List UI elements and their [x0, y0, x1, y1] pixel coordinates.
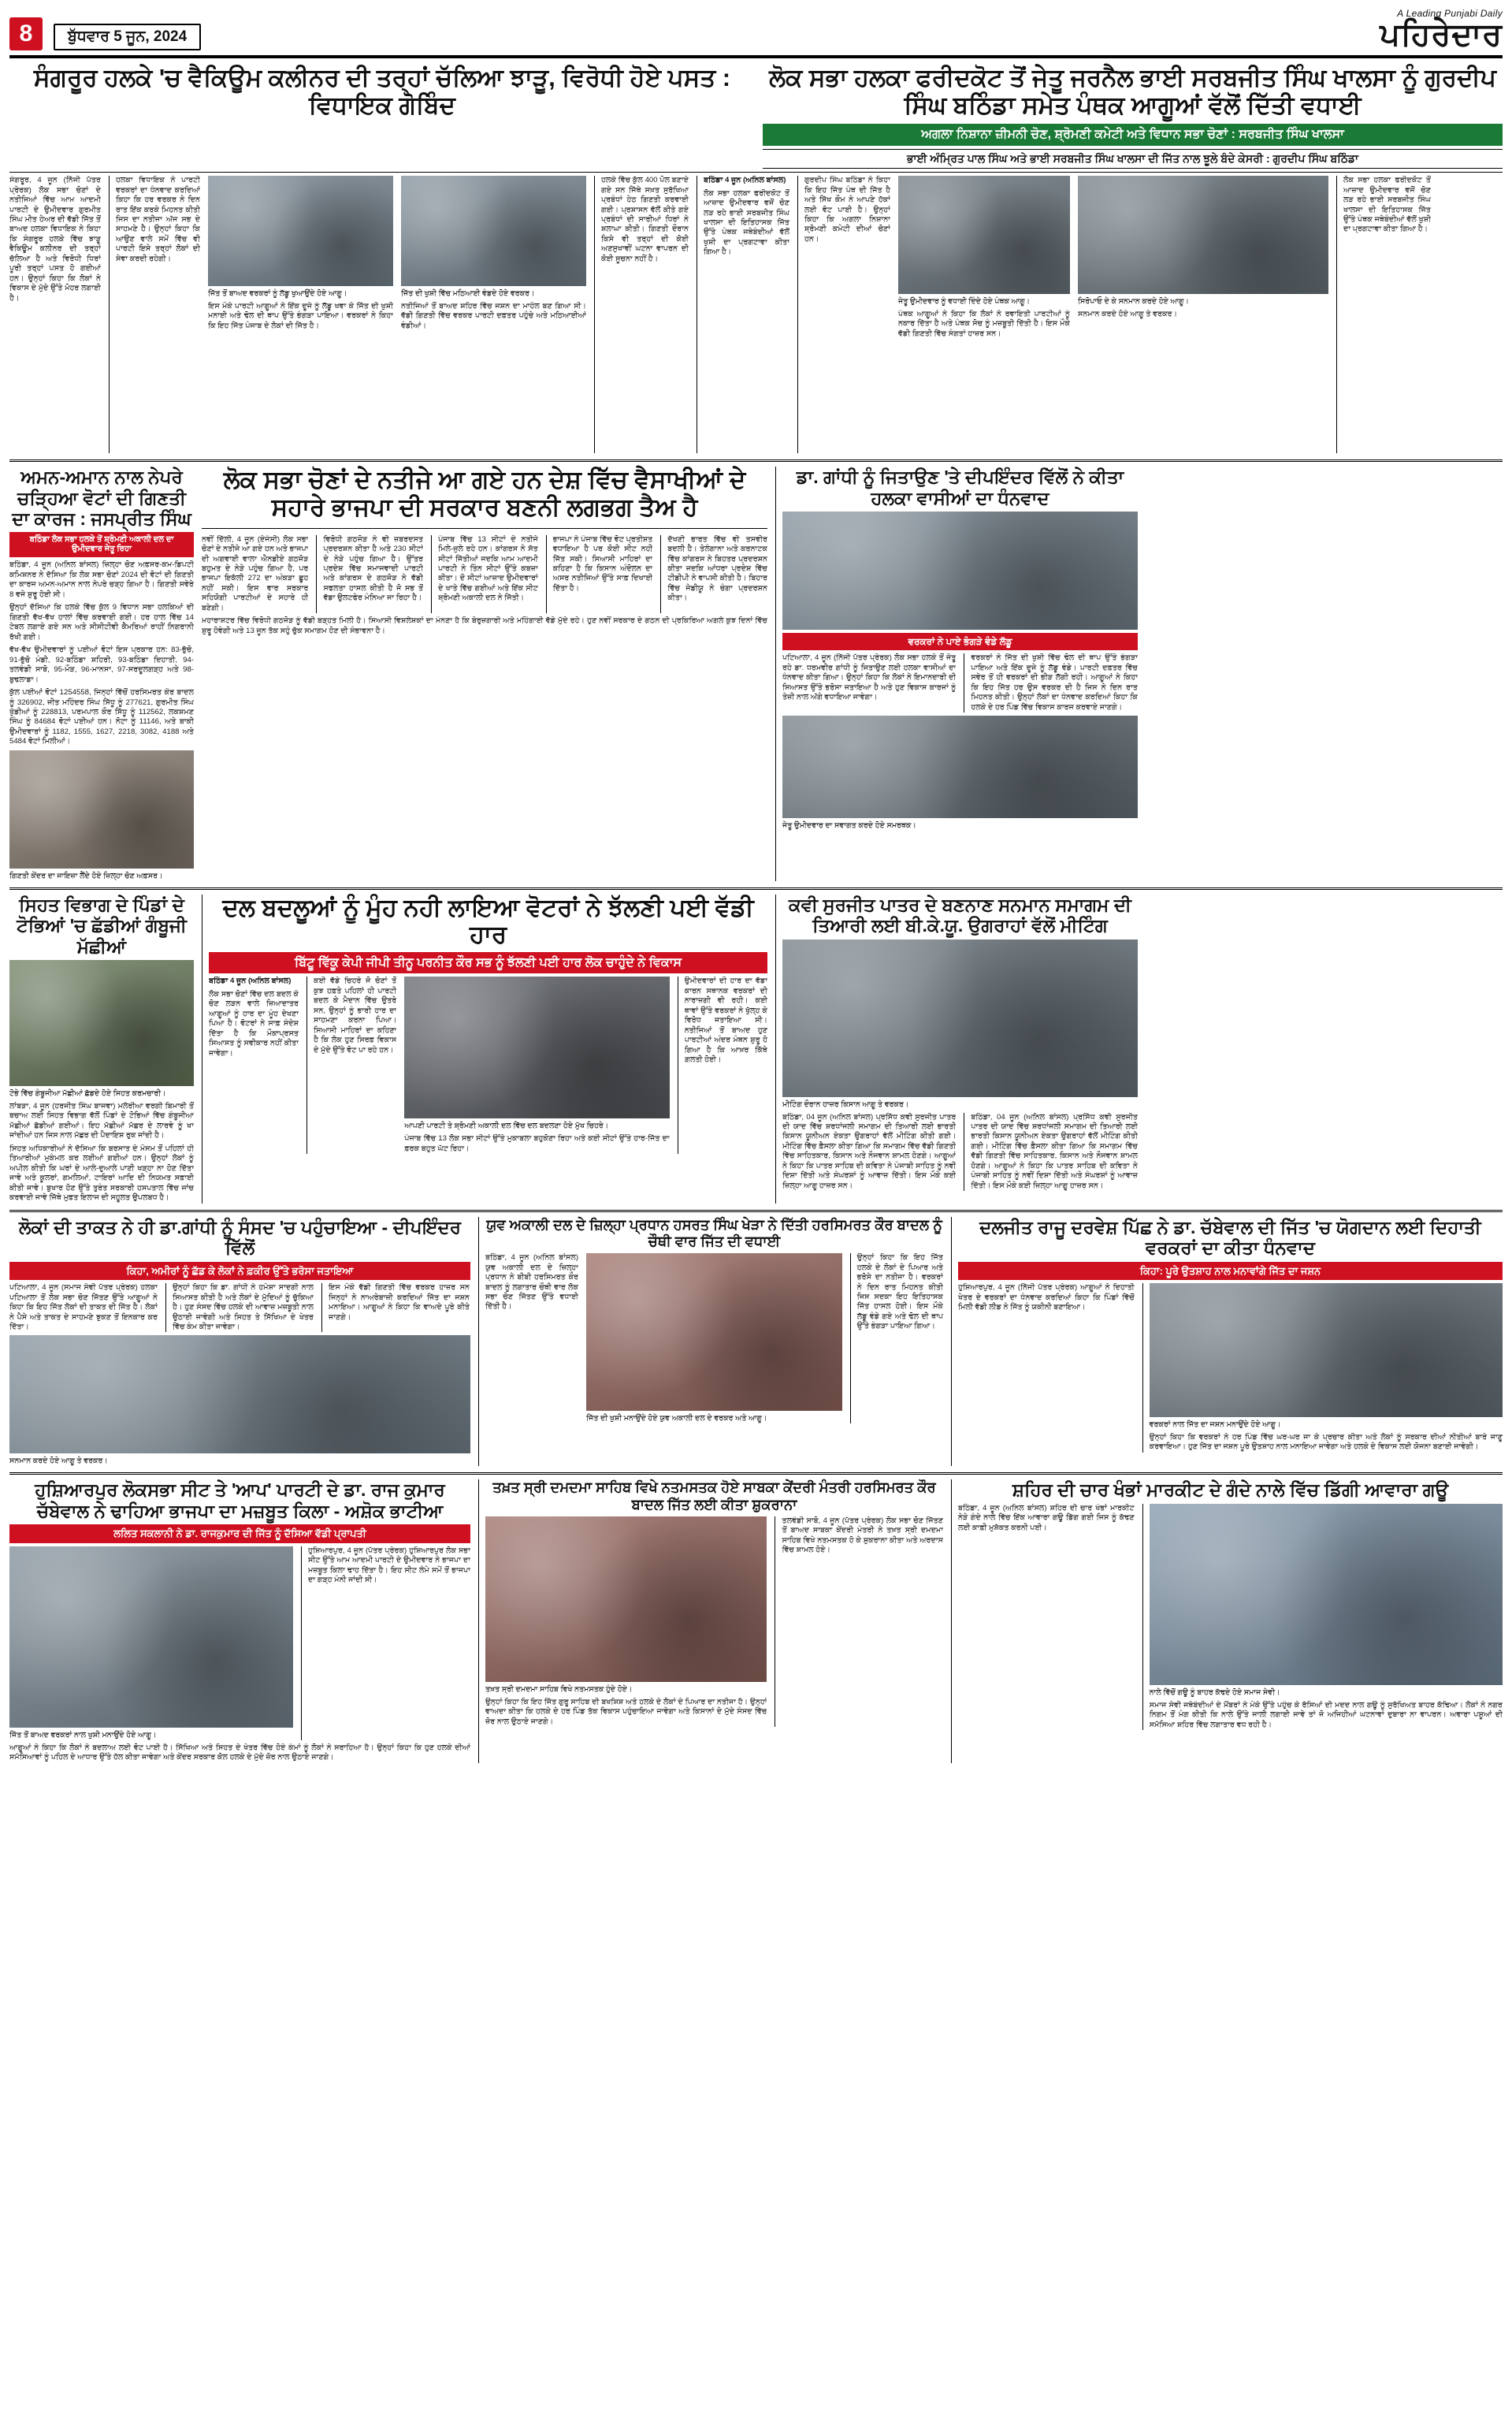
a3-wrap	[9, 467, 194, 881]
block-a	[9, 176, 1503, 453]
a1-cutline-2: ਜਿੱਤ ਦੀ ਖੁਸ਼ੀ ਵਿੱਚ ਮਠਿਆਈ ਵੰਡਦੇ ਹੋਏ ਵਰਕਰ।	[401, 289, 535, 299]
article-12-band: ਲਲਿਤ ਸਕਲਾਨੀ ਨੇ ਡਾ. ਰਾਜਕੁਮਾਰ ਦੀ ਜਿੱਤ ਨੂੰ ਦੱਸਿਆ ਵੱਡੀ ਪ੍ਰਾਪਤੀ	[9, 1524, 470, 1543]
a10-body-2: ਉਨ੍ਹਾਂ ਕਿਹਾ ਕਿ ਇਹ ਜਿੱਤ ਹਲਕੇ ਦੇ ਲੋਕਾਂ ਦੇ ਪਿਆਰ ਅਤੇ ਭਰੋਸੇ ਦਾ ਨਤੀਜਾ ਹੈ। ਵਰਕਰਾਂ ਨੇ ਦਿਨ ਰਾਤ ਮਿਹਨਤ ਕੀਤੀ ਜਿਸ ਸਦਕਾ ਇਹ ਇਤਿਹਾਸਕ ਜਿੱਤ ਹਾਸਲ ਹੋਈ। ਇਸ ਮੌਕੇ ਲੱਡੂ ਵੰਡੇ ਗਏ ਅਤੇ ਢੋਲ ਦੀ ਥਾਪ ਉੱਤੇ ਭੰਗੜਾ ਪਾਇਆ ਗਿਆ।	[850, 1253, 943, 1423]
a11-body-1: ਹੁਸ਼ਿਆਰਪੁਰ, 4 ਜੂਨ (ਨਿੱਜੀ ਪੱਤਰ ਪ੍ਰੇਰਕ) ਆਗੂਆਂ ਨੇ ਦਿਹਾਤੀ ਖੇਤਰ ਦੇ ਵਰਕਰਾਂ ਦਾ ਧੰਨਵਾਦ ਕਰਦਿਆਂ ਕਿਹਾ ਕਿ ਪਿੰਡਾਂ ਵਿੱਚੋਂ ਮਿਲੀ ਵੱਡੀ ਲੀਡ ਨੇ ਜਿੱਤ ਨੂੰ ਯਕੀਨੀ ਬਣਾਇਆ।	[958, 1283, 1135, 1312]
a1-body-4: ਨਤੀਜਿਆਂ ਤੋਂ ਬਾਅਦ ਸ਼ਹਿਰ ਵਿੱਚ ਜਸ਼ਨ ਦਾ ਮਾਹੌਲ ਬਣ ਗਿਆ ਸੀ। ਵੱਡੀ ਗਿਣਤੀ ਵਿੱਚ ਵਰਕਰ ਪਾਰਟੀ ਦਫ਼ਤਰ ਪਹੁੰਚੇ ਅਤੇ ਮਠਿਆਈਆਂ ਵੰਡੀਆਂ।	[401, 302, 586, 330]
a9-cutline: ਸਨਮਾਨ ਕਰਦੇ ਹੋਏ ਆਗੂ ਤੇ ਵਰਕਰ।	[9, 1457, 108, 1466]
a1-cutline-1: ਜਿੱਤ ਤੋਂ ਬਾਅਦ ਵਰਕਰਾਂ ਨੂੰ ਲੱਡੂ ਖੁਆਉਂਦੇ ਹੋਏ ਆਗੂ।	[208, 289, 347, 299]
a5-body-2: ਵਰਕਰਾਂ ਨੇ ਜਿੱਤ ਦੀ ਖੁਸ਼ੀ ਵਿੱਚ ਢੋਲ ਦੀ ਥਾਪ ਉੱਤੇ ਭੰਗੜਾ ਪਾਇਆ ਅਤੇ ਇੱਕ ਦੂਜੇ ਨੂੰ ਲੱਡੂ ਵੰਡੇ। ਪਾਰਟੀ ਦਫ਼ਤਰ ਵਿੱਚ ਸਵੇਰ ਤੋਂ ਹੀ ਵਰਕਰਾਂ ਦੀ ਭੀੜ ਲੱਗੀ ਰਹੀ। ਆਗੂਆਂ ਨੇ ਕਿਹਾ ਕਿ ਇਹ ਜਿੱਤ ਹਰ ਉਸ ਵਰਕਰ ਦੀ ਹੈ ਜਿਸ ਨੇ ਦਿਨ ਰਾਤ ਮਿਹਨਤ ਕੀਤੀ। ਉਨ੍ਹਾਂ ਲੋਕਾਂ ਦਾ ਧੰਨਵਾਦ ਕਰਦਿਆਂ ਕਿਹਾ ਕਿ ਹਲਕੇ ਦੇ ਹਰ ਪਿੰਡ ਵਿੱਚ ਵਿਕਾਸ ਕਾਰਜ ਕਰਵਾਏ ਜਾਣਗੇ।	[964, 653, 1138, 713]
a7-col-4	[678, 977, 767, 1154]
a1-body-5: ਹਲਕੇ ਵਿੱਚ ਕੁੱਲ 400 ਪੋਲ ਬਣਾਏ ਗਏ ਸਨ ਜਿੱਥੇ ਸਖ਼ਤ ਸੁਰੱਖਿਆ ਪ੍ਰਬੰਧਾਂ ਹੇਠ ਗਿਣਤੀ ਕਰਵਾਈ ਗਈ। ਪ੍ਰਸ਼ਾਸਨ ਵੱਲੋਂ ਕੀਤੇ ਗਏ ਪ੍ਰਬੰਧਾਂ ਦੀ ਸਾਰੀਆਂ ਧਿਰਾਂ ਨੇ ਸ਼ਲਾਘਾ ਕੀਤੀ। ਗਿਣਤੀ ਦੌਰਾਨ ਕਿਸੇ ਵੀ ਤਰ੍ਹਾਂ ਦੀ ਕੋਈ ਅਣਸੁਖਾਵੀਂ ਘਟਨਾ ਵਾਪਰਨ ਦੀ ਕੋਈ ਸੂਚਨਾ ਨਹੀਂ ਹੈ।	[601, 176, 689, 263]
a5-wrap	[775, 467, 1138, 881]
a14-body-2: ਸਮਾਜ ਸੇਵੀ ਜਥੇਬੰਦੀਆਂ ਦੇ ਮੈਂਬਰਾਂ ਨੇ ਮੌਕੇ ਉੱਤੇ ਪਹੁੰਚ ਕੇ ਰੱਸਿਆਂ ਦੀ ਮਦਦ ਨਾਲ ਗਊ ਨੂੰ ਸੁਰੱਖਿਅਤ ਬਾਹਰ ਕੱਢਿਆ। ਲੋਕਾਂ ਨੇ ਨਗਰ ਨਿਗਮ ਤੋਂ ਮੰਗ ਕੀਤੀ ਕਿ ਨਾਲੇ ਉੱਤੇ ਜਾਲੀ ਲਗਾਈ ਜਾਵੇ ਤਾਂ ਜੋ ਅਜਿਹੀਆਂ ਘਟਨਾਵਾਂ ਦੁਬਾਰਾ ਨਾ ਵਾਪਰਨ। ਅਵਾਰਾ ਪਸ਼ੂਆਂ ਦੀ ਸਮੱਸਿਆ ਸ਼ਹਿਰ ਵਿੱਚ ਲਗਾਤਾਰ ਵਧ ਰਹੀ ਹੈ।	[1149, 1700, 1503, 1729]
a8-wrap	[775, 895, 1138, 1204]
a6-body-1: ਲਾਂਬੜਾ, 4 ਜੂਨ (ਹਰਜੀਤ ਸਿੰਘ ਬਾਜਵਾ) ਮਲੇਰੀਆ ਵਰਗੀ ਬਿਮਾਰੀ ਤੋਂ ਬਚਾਅ ਲਈ ਸਿਹਤ ਵਿਭਾਗ ਵੱਲੋਂ ਪਿੰਡਾਂ ਦੇ ਟੋਭਿਆਂ ਵਿੱਚ ਗੰਬੂਜੀਆ ਮੱਛੀਆਂ ਛੱਡੀਆਂ ਗਈਆਂ। ਇਹ ਮੱਛੀਆਂ ਮੱਛਰ ਦੇ ਲਾਰਵੇ ਨੂੰ ਖਾ ਜਾਂਦੀਆਂ ਹਨ ਜਿਸ ਨਾਲ ਮੱਛਰ ਦੀ ਪੈਦਾਇਸ਼ ਰੁਕ ਜਾਂਦੀ ਹੈ।	[9, 1101, 194, 1140]
a5-photo-2	[782, 716, 1138, 818]
brand-title: ਪਹਿਰੇਦਾਰ	[1380, 17, 1503, 52]
a1-photo-col	[208, 176, 393, 453]
a5-cutline: ਜੇਤੂ ਉਮੀਦਵਾਰ ਦਾ ਸਵਾਗਤ ਕਰਦੇ ਹੋਏ ਸਮਰਥਕ।	[782, 821, 916, 831]
a2-col-5	[1336, 176, 1431, 453]
a14-cols	[958, 1504, 1503, 1730]
article-14-headline: ਸ਼ਹਿਰ ਦੀ ਚਾਰ ਖੰਭਾਂ ਮਾਰਕੀਟ ਦੇ ਗੰਦੇ ਨਾਲੇ ਵਿੱਚ ਡਿੱਗੀ ਆਵਾਰਾ ਗਊ	[1012, 1479, 1449, 1501]
a5-body-1: ਪਟਿਆਲਾ, 4 ਜੂਨ (ਨਿੱਜੀ ਪੱਤਰ ਪ੍ਰੇਰਕ) ਲੋਕ ਸਭਾ ਹਲਕੇ ਤੋਂ ਜੇਤੂ ਰਹੇ ਡਾ. ਧਰਮਵੀਰ ਗਾਂਧੀ ਨੂੰ ਜਿਤਾਉਣ ਲਈ ਹਲਕਾ ਵਾਸੀਆਂ ਦਾ ਧੰਨਵਾਦ ਕੀਤਾ ਗਿਆ। ਉਨ੍ਹਾਂ ਕਿਹਾ ਕਿ ਲੋਕਾਂ ਨੇ ਇਮਾਨਦਾਰੀ ਦੀ ਸਿਆਸਤ ਉੱਤੇ ਭਰੋਸਾ ਜਤਾਇਆ ਹੈ ਅਤੇ ਹੁਣ ਵਿਕਾਸ ਕਾਰਜਾਂ ਨੂੰ ਤੇਜ਼ੀ ਨਾਲ ਅੱਗੇ ਵਧਾਇਆ ਜਾਵੇਗਾ।	[782, 653, 957, 702]
a3-body-2: ਉਨ੍ਹਾਂ ਦੱਸਿਆ ਕਿ ਹਲਕੇ ਵਿੱਚ ਕੁੱਲ 9 ਵਿਧਾਨ ਸਭਾ ਹਲਕਿਆਂ ਦੀ ਗਿਣਤੀ ਵੱਖ-ਵੱਖ ਹਾਲਾਂ ਵਿੱਚ ਕਰਵਾਈ ਗਈ। ਹਰ ਹਾਲ ਵਿੱਚ 14 ਟੇਬਲ ਲਗਾਏ ਗਏ ਸਨ ਅਤੇ ਸੀਸੀਟੀਵੀ ਕੈਮਰਿਆਂ ਰਾਹੀਂ ਨਿਗਰਾਨੀ ਰੱਖੀ ਗਈ।	[9, 603, 194, 642]
a12-cols	[9, 1546, 470, 1740]
a6-wrap	[9, 895, 194, 1204]
a14-photo-col	[1142, 1504, 1503, 1730]
a12-photo	[9, 1546, 293, 1728]
a3-cutline: ਗਿਣਤੀ ਕੇਂਦਰ ਦਾ ਜਾਇਜ਼ਾ ਲੈਂਦੇ ਹੋਏ ਜ਼ਿਲ੍ਹਾ ਚੋਣ ਅਫ਼ਸਰ।	[9, 871, 163, 880]
article-5-headline: ਡਾ. ਗਾਂਧੀ ਨੂੰ ਜਿਤਾਉਣ 'ਤੇ ਦੀਪਇੰਦਰ ਵਿੱਲੋਂ ਨੇ ਕੀਤਾ ਹਲਕਾ ਵਾਸੀਆਂ ਦਾ ਧੰਨਵਾਦ	[796, 467, 1124, 508]
brand-block	[1380, 8, 1503, 50]
a13-body-2: ਉਨ੍ਹਾਂ ਕਿਹਾ ਕਿ ਇਹ ਜਿੱਤ ਗੁਰੂ ਸਾਹਿਬ ਦੀ ਬਖਸ਼ਿਸ਼ ਅਤੇ ਹਲਕੇ ਦੇ ਲੋਕਾਂ ਦੇ ਪਿਆਰ ਦਾ ਨਤੀਜਾ ਹੈ। ਉਨ੍ਹਾਂ ਵਾਅਦਾ ਕੀਤਾ ਕਿ ਹਲਕੇ ਦੇ ਹਰ ਪਿੰਡ ਤੱਕ ਵਿਕਾਸ ਪਹੁੰਚਾਇਆ ਜਾਵੇਗਾ ਅਤੇ ਕਿਸਾਨਾਂ ਦੇ ਮੁੱਦੇ ਸੰਸਦ ਵਿੱਚ ਜ਼ੋਰ ਨਾਲ ਉਠਾਏ ਜਾਣਗੇ।	[485, 1697, 767, 1726]
a11-photo	[1150, 1283, 1503, 1417]
a9-cols	[9, 1283, 470, 1332]
a11-body-2: ਉਨ੍ਹਾਂ ਕਿਹਾ ਕਿ ਵਰਕਰਾਂ ਨੇ ਹਰ ਪਿੰਡ ਵਿੱਚ ਘਰ-ਘਰ ਜਾ ਕੇ ਪ੍ਰਚਾਰ ਕੀਤਾ ਅਤੇ ਲੋਕਾਂ ਨੂੰ ਸਰਕਾਰ ਦੀਆਂ ਨੀਤੀਆਂ ਬਾਰੇ ਜਾਣੂ ਕਰਵਾਇਆ। ਹੁਣ ਜਿੱਤ ਦਾ ਜਸ਼ਨ ਪੂਰੇ ਉਤਸ਼ਾਹ ਨਾਲ ਮਨਾਇਆ ਜਾਵੇਗਾ ਅਤੇ ਹਲਕੇ ਦੇ ਵਿਕਾਸ ਲਈ ਯੋਜਨਾ ਬਣਾਈ ਜਾਵੇਗੀ।	[1149, 1432, 1503, 1452]
a6-body-2: ਸਿਹਤ ਅਧਿਕਾਰੀਆਂ ਨੇ ਦੱਸਿਆ ਕਿ ਬਰਸਾਤ ਦੇ ਮੌਸਮ ਤੋਂ ਪਹਿਲਾਂ ਹੀ ਤਿਆਰੀਆਂ ਮੁਕੰਮਲ ਕਰ ਲਈਆਂ ਗਈਆਂ ਹਨ। ਉਨ੍ਹਾਂ ਲੋਕਾਂ ਨੂੰ ਅਪੀਲ ਕੀਤੀ ਕਿ ਘਰਾਂ ਦੇ ਆਲੇ-ਦੁਆਲੇ ਪਾਣੀ ਖੜ੍ਹਾ ਨਾ ਹੋਣ ਦਿੱਤਾ ਜਾਵੇ ਅਤੇ ਕੂਲਰਾਂ, ਗਮਲਿਆਂ, ਟਾਇਰਾਂ ਆਦਿ ਦੀ ਨਿਯਮਤ ਸਫ਼ਾਈ ਕੀਤੀ ਜਾਵੇ। ਬੁਖਾਰ ਹੋਣ ਉੱਤੇ ਤੁਰੰਤ ਸਰਕਾਰੀ ਹਸਪਤਾਲ ਵਿੱਚ ਜਾਂਚ ਕਰਵਾਈ ਜਾਵੇ ਜਿੱਥੇ ਮੁਫ਼ਤ ਇਲਾਜ ਦੀ ਸਹੂਲਤ ਉਪਲਬਧ ਹੈ।	[9, 1144, 194, 1203]
a7-body-4: ਪੰਜਾਬ ਵਿੱਚ 13 ਲੋਕ ਸਭਾ ਸੀਟਾਂ ਉੱਤੇ ਮੁਕਾਬਲਾ ਬਹੁਕੋਣਾ ਰਿਹਾ ਅਤੇ ਕਈ ਸੀਟਾਂ ਉੱਤੇ ਹਾਰ-ਜਿੱਤ ਦਾ ਫ਼ਰਕ ਬਹੁਤ ਘੱਟ ਰਿਹਾ।	[404, 1134, 670, 1153]
article-11-headline: ਦਲਜੀਤ ਰਾਜੂ ਦਰਵੇਸ਼ ਪਿੱਛ ਨੇ ਡਾ. ਚੱਬੇਵਾਲ ਦੀ ਜਿੱਤ 'ਚ ਯੋਗਦਾਨ ਲਈ ਦਿਹਾਤੀ ਵਰਕਰਾਂ ਦਾ ਕੀਤਾ ਧੰਨਵਾਦ	[979, 1216, 1481, 1259]
a2-dateline: ਬਠਿੰਡਾ 4 ਜੂਨ (ਅਨਿਲ ਬਾਂਸਲ)	[704, 176, 786, 185]
a1-photo-col-2	[401, 176, 586, 453]
article-4-headline: ਲੋਕ ਸਭਾ ਚੋਣਾਂ ਦੇ ਨਤੀਜੇ ਆ ਗਏ ਹਨ ਦੇਸ਼ ਵਿੱਚ ਵੈਸਾਖੀਆਂ ਦੇ ਸਹਾਰੇ ਭਾਜਪਾ ਦੀ ਸਰਕਾਰ ਬਣਨੀ ਲਗਭਗ ਤੈਅ ਹੈ	[223, 466, 746, 521]
publication-date: ਬੁੱਧਵਾਰ 5 ਜੂਨ, 2024	[54, 24, 201, 50]
article-11-band: ਕਿਹਾ: ਪੂਰੇ ਉਤਸ਼ਾਹ ਨਾਲ ਮਨਾਵਾਂਗੇ ਜਿੱਤ ਦਾ ਜਸ਼ਨ	[958, 1262, 1503, 1281]
a13-cutline: ਤਖ਼ਤ ਸ੍ਰੀ ਦਮਦਮਾ ਸਾਹਿਬ ਵਿਖੇ ਨਤਮਸਤਕ ਹੁੰਦੇ ਹੋਏ।	[485, 1684, 633, 1694]
a13-photo-col	[485, 1516, 767, 1727]
article-8-headline: ਕਵੀ ਸੁਰਜੀਤ ਪਾਤਰ ਦੇ ਬਣਨਾਣ ਸਨਮਾਨ ਸਮਾਗਮ ਦੀ ਤਿਆਰੀ ਲਈ ਬੀ.ਕੇ.ਯੂ. ਉਗਰਾਹਾਂ ਵੱਲੋਂ ਮੀਟਿੰਗ	[789, 894, 1131, 936]
a10-wrap	[478, 1217, 943, 1467]
article-2-subhead: ਭਾਈ ਅੰਮ੍ਰਿਤ ਪਾਲ ਸਿੰਘ ਅਤੇ ਭਾਈ ਸਰਬਜੀਤ ਸਿੰਘ ਖਾਲਸਾ ਦੀ ਜਿੱਤ ਨਾਲ ਝੂਲੇ ਬੰਦੇ ਕੇਸਰੀ : ਗੁਰਦੀਪ ਸਿੰਘ ਬਠਿੰਡਾ	[763, 149, 1503, 169]
a8-cutline: ਮੀਟਿੰਗ ਦੌਰਾਨ ਹਾਜ਼ਰ ਕਿਸਾਨ ਆਗੂ ਤੇ ਵਰਕਰ।	[782, 1099, 909, 1109]
block-e	[9, 1479, 1503, 1762]
a11-wrap	[951, 1217, 1503, 1467]
article-7-band: ਬਿੱਟੂ ਵਿੱਕੂ ਕੇਪੀ ਜੀਪੀ ਤੀਨੂ ਪਰਨੀਤ ਕੌਰ ਸਭ ਨੂੰ ਝੱਲਣੀ ਪਈ ਹਾਰ ਲੋਕ ਚਾਹੁੰਦੇ ਨੇ ਵਿਕਾਸ	[209, 952, 767, 973]
article-2-band: ਅਗਲਾ ਨਿਸ਼ਾਨਾ ਜ਼ੀਮਨੀ ਚੋਣ, ਸ਼੍ਰੋਮਣੀ ਕਮੇਟੀ ਅਤੇ ਵਿਧਾਨ ਸਭਾ ਚੋਣਾਂ : ਸਰਬਜੀਤ ਸਿੰਘ ਖਾਲਸਾ	[763, 124, 1503, 145]
article-1-head-wrap	[9, 65, 755, 169]
block-c	[9, 895, 1503, 1204]
a12-body-1: ਹੁਸ਼ਿਆਰਪੁਰ, 4 ਜੂਨ (ਪੱਤਰ ਪ੍ਰੇਰਕ) ਹੁਸ਼ਿਆਰਪੁਰ ਲੋਕ ਸਭਾ ਸੀਟ ਉੱਤੇ ਆਮ ਆਦਮੀ ਪਾਰਟੀ ਦੇ ਉਮੀਦਵਾਰ ਨੇ ਭਾਜਪਾ ਦਾ ਮਜ਼ਬੂਤ ਕਿਲਾ ਢਾਹ ਦਿੱਤਾ ਹੈ। ਇਹ ਸੀਟ ਲੰਮੇ ਸਮੇਂ ਤੋਂ ਭਾਜਪਾ ਦਾ ਗੜ੍ਹ ਮੰਨੀ ਜਾਂਦੀ ਸੀ।	[301, 1546, 470, 1740]
article-13-headline: ਤਖ਼ਤ ਸ੍ਰੀ ਦਮਦਮਾ ਸਾਹਿਬ ਵਿਖੇ ਨਤਮਸਤਕ ਹੋਏ ਸਾਬਕਾ ਕੇਂਦਰੀ ਮੰਤਰੀ ਹਰਸਿਮਰਤ ਕੌਰ ਬਾਦਲ ਜਿੱਤ ਲਈ ਕੀਤਾ ਸ਼ੁਕਰਾਨਾ	[492, 1479, 936, 1512]
article-3-headline: ਅਮਨ-ਅਮਾਨ ਨਾਲ ਨੇਪਰੇ ਚੜ੍ਹਿਆ ਵੋਟਾਂ ਦੀ ਗਿਣਤੀ ਦਾ ਕਾਰਜ : ਜਸਪ੍ਰੀਤ ਸਿੰਘ	[12, 467, 191, 529]
a12-wrap	[9, 1479, 470, 1762]
article-5-band: ਵਰਕਰਾਂ ਨੇ ਪਾਏ ਭੰਗੜੇ ਵੰਡੇ ਲੱਡੂ	[782, 633, 1138, 650]
a9-body-1: ਪਟਿਆਲਾ, 4 ਜੂਨ (ਸਮਾਜ ਸੇਵੀ ਪੱਤਰ ਪ੍ਰੇਰਕ) ਹਲਕਾ ਪਟਿਆਲਾ ਤੋਂ ਲੋਕ ਸਭਾ ਚੋਣ ਜਿੱਤਣ ਉੱਤੇ ਆਗੂਆਂ ਨੇ ਕਿਹਾ ਕਿ ਇਹ ਜਿੱਤ ਲੋਕਾਂ ਦੀ ਤਾਕਤ ਦੀ ਜਿੱਤ ਹੈ। ਲੋਕਾਂ ਨੇ ਪੈਸੇ ਅਤੇ ਤਾਕਤ ਦੇ ਸਾਹਮਣੇ ਝੁਕਣ ਤੋਂ ਇਨਕਾਰ ਕਰ ਦਿੱਤਾ।	[9, 1283, 158, 1331]
article-1-headline: ਸੰਗਰੂਰ ਹਲਕੇ 'ਚ ਵੈਕਿਊਮ ਕਲੀਨਰ ਦੀ ਤਰ੍ਹਾਂ ਚੱਲਿਆ ਝਾੜੂ, ਵਿਰੋਧੀ ਹੋਏ ਪਸਤ : ਵਿਧਾਇਕ ਗੋਬਿੰਦ	[33, 64, 731, 119]
a6-photo	[9, 960, 194, 1086]
a13-body-1: ਤਲਵੰਡੀ ਸਾਬੋ, 4 ਜੂਨ (ਪੱਤਰ ਪ੍ਰੇਰਕ) ਲੋਕ ਸਭਾ ਚੋਣ ਜਿੱਤਣ ਤੋਂ ਬਾਅਦ ਸਾਬਕਾ ਕੇਂਦਰੀ ਮੰਤਰੀ ਨੇ ਤਖ਼ਤ ਸ੍ਰੀ ਦਮਦਮਾ ਸਾਹਿਬ ਵਿਖੇ ਨਤਮਸਤਕ ਹੋ ਕੇ ਸ਼ੁਕਰਾਨਾ ਕੀਤਾ ਅਤੇ ਅਰਦਾਸ ਵਿੱਚ ਸ਼ਾਮਲ ਹੋਏ।	[775, 1516, 943, 1727]
article-7-headline: ਦਲ ਬਦਲੂਆਂ ਨੂੰ ਮੂੰਹ ਨਹੀ ਲਾਇਆ ਵੋਟਰਾਂ ਨੇ ਝੱਲਣੀ ਪਈ ਵੱਡੀ ਹਾਰ	[222, 893, 754, 949]
a9-wrap	[9, 1217, 470, 1467]
a7-photo-col	[404, 977, 669, 1154]
a8-body-1: ਬਠਿੰਡਾ, 04 ਜੂਨ (ਅਨਿਲ ਬਾਂਸਲ) ਪ੍ਰਸਿੱਧ ਕਵੀ ਸੁਰਜੀਤ ਪਾਤਰ ਦੀ ਯਾਦ ਵਿੱਚ ਸ਼ਰਧਾਂਜਲੀ ਸਮਾਗਮ ਦੀ ਤਿਆਰੀ ਲਈ ਭਾਰਤੀ ਕਿਸਾਨ ਯੂਨੀਅਨ ਏਕਤਾ ਉਗਰਾਹਾਂ ਵੱਲੋਂ ਮੀਟਿੰਗ ਕੀਤੀ ਗਈ। ਮੀਟਿੰਗ ਵਿੱਚ ਫ਼ੈਸਲਾ ਕੀਤਾ ਗਿਆ ਕਿ ਸਮਾਗਮ ਵਿੱਚ ਵੱਡੀ ਗਿਣਤੀ ਵਿੱਚ ਸਾਹਿਤਕਾਰ, ਕਿਸਾਨ ਅਤੇ ਨੌਜਵਾਨ ਸ਼ਾਮਲ ਹੋਣਗੇ। ਆਗੂਆਂ ਨੇ ਕਿਹਾ ਕਿ ਪਾਤਰ ਸਾਹਿਬ ਦੀ ਕਵਿਤਾ ਨੇ ਪੰਜਾਬੀ ਸਾਹਿਤ ਨੂੰ ਨਵੀਂ ਦਿਸ਼ਾ ਦਿੱਤੀ ਅਤੇ ਸੰਘਰਸ਼ਾਂ ਨੂੰ ਆਵਾਜ਼ ਦਿੱਤੀ। ਇਸ ਮੌਕੇ ਕਈ ਜ਼ਿਲ੍ਹਾ ਆਗੂ ਹਾਜ਼ਰ ਸਨ।	[782, 1112, 957, 1190]
a2-body-1: ਲੋਕ ਸਭਾ ਹਲਕਾ ਫਰੀਦਕੋਟ ਤੋਂ ਆਜ਼ਾਦ ਉਮੀਦਵਾਰ ਵਜੋਂ ਚੋਣ ਲੜ ਰਹੇ ਭਾਈ ਸਰਬਜੀਤ ਸਿੰਘ ਖਾਲਸਾ ਦੀ ਇਤਿਹਾਸਕ ਜਿੱਤ ਉੱਤੇ ਪੰਥਕ ਜਥੇਬੰਦੀਆਂ ਵੱਲੋਂ ਖੁਸ਼ੀ ਦਾ ਪ੍ਰਗਟਾਵਾ ਕੀਤਾ ਗਿਆ ਹੈ।	[704, 188, 789, 257]
a7-body-3: ਉਮੀਦਵਾਰਾਂ ਦੀ ਹਾਰ ਦਾ ਵੱਡਾ ਕਾਰਨ ਸਥਾਨਕ ਵਰਕਰਾਂ ਦੀ ਨਾਰਾਜ਼ਗੀ ਵੀ ਰਹੀ। ਕਈ ਥਾਵਾਂ ਉੱਤੇ ਵਰਕਰਾਂ ਨੇ ਖੁੱਲ੍ਹ ਕੇ ਵਿਰੋਧ ਜਤਾਇਆ ਸੀ। ਨਤੀਜਿਆਂ ਤੋਂ ਬਾਅਦ ਹੁਣ ਪਾਰਟੀਆਂ ਅੰਦਰ ਮੰਥਨ ਸ਼ੁਰੂ ਹੋ ਗਿਆ ਹੈ ਕਿ ਆਖ਼ਰ ਕਿੱਥੇ ਗ਼ਲਤੀ ਹੋਈ।	[684, 977, 767, 1065]
a12-body-2: ਆਗੂਆਂ ਨੇ ਕਿਹਾ ਕਿ ਲੋਕਾਂ ਨੇ ਬਦਲਾਅ ਲਈ ਵੋਟ ਪਾਈ ਹੈ। ਸਿੱਖਿਆ ਅਤੇ ਸਿਹਤ ਦੇ ਖੇਤਰ ਵਿੱਚ ਹੋਏ ਕੰਮਾਂ ਨੂੰ ਲੋਕਾਂ ਨੇ ਸਰਾਹਿਆ ਹੈ। ਉਨ੍ਹਾਂ ਕਿਹਾ ਕਿ ਹੁਣ ਹਲਕੇ ਦੀਆਂ ਸਮੱਸਿਆਵਾਂ ਨੂੰ ਪਹਿਲ ਦੇ ਆਧਾਰ ਉੱਤੇ ਹੱਲ ਕੀਤਾ ਜਾਵੇਗਾ ਅਤੇ ਕੇਂਦਰ ਸਰਕਾਰ ਕੋਲ ਹਲਕੇ ਦੇ ਮੁੱਦੇ ਜ਼ੋਰ ਨਾਲ ਉਠਾਏ ਜਾਣਗੇ।	[9, 1743, 470, 1762]
a11-photo-col	[1142, 1283, 1503, 1453]
a7-cols	[209, 977, 767, 1154]
a5-photo-1	[782, 512, 1138, 630]
a2-body-4: ਸਨਮਾਨ ਕਰਦੇ ਹੋਏ ਆਗੂ ਤੇ ਵਰਕਰ।	[1078, 310, 1178, 318]
a7-col-1	[209, 977, 299, 1154]
article-10-headline: ਯੁਵ ਅਕਾਲੀ ਦਲ ਦੇ ਜ਼ਿਲ੍ਹਾ ਪ੍ਰਧਾਨ ਹਸਰਤ ਸਿੰਘ ਖੇੜਾ ਨੇ ਦਿੱਤੀ ਹਰਸਿਮਰਤ ਕੌਰ ਬਾਦਲ ਨੂੰ ਚੌਥੀ ਵਾਰ ਜਿੱਤ ਦੀ ਵਧਾਈ	[486, 1216, 942, 1249]
article-2-headline: ਲੋਕ ਸਭਾ ਹਲਕਾ ਫਰੀਦਕੋਟ ਤੋਂ ਜੇਤੂ ਜਰਨੈਲ ਭਾਈ ਸਰਬਜੀਤ ਸਿੰਘ ਖਾਲਸਾ ਨੂੰ ਗੁਰਦੀਪ ਸਿੰਘ ਬਠਿੰਡਾ ਸਮੇਤ ਪੰਥਕ ਆਗੂਆਂ ਵੱਲੋਂ ਦਿੱਤੀ ਵਧਾਈ	[769, 64, 1496, 119]
a8-photo	[782, 939, 1138, 1097]
a13-wrap	[478, 1479, 943, 1762]
a12-cutline: ਜਿੱਤ ਤੋਂ ਬਾਅਦ ਵਰਕਰਾਂ ਨਾਲ ਖੁਸ਼ੀ ਮਨਾਉਂਦੇ ਹੋਏ ਆਗੂ।	[9, 1730, 157, 1739]
a1-body-3: ਇਸ ਮੌਕੇ ਪਾਰਟੀ ਆਗੂਆਂ ਨੇ ਇੱਕ ਦੂਜੇ ਨੂੰ ਲੱਡੂ ਖਵਾ ਕੇ ਜਿੱਤ ਦੀ ਖੁਸ਼ੀ ਮਨਾਈ ਅਤੇ ਢੋਲ ਦੀ ਥਾਪ ਉੱਤੇ ਭੰਗੜਾ ਪਾਇਆ। ਵਰਕਰਾਂ ਨੇ ਕਿਹਾ ਕਿ ਇਹ ਜਿੱਤ ਪੰਜਾਬ ਦੇ ਲੋਕਾਂ ਦੀ ਜਿੱਤ ਹੈ।	[208, 302, 393, 330]
block-b	[9, 467, 1503, 881]
block-d	[9, 1217, 1503, 1467]
masthead	[9, 8, 1503, 58]
a8-body-2: ਬਠਿੰਡਾ, 04 ਜੂਨ (ਅਨਿਲ ਬਾਂਸਲ) ਪ੍ਰਸਿੱਧ ਕਵੀ ਸੁਰਜੀਤ ਪਾਤਰ ਦੀ ਯਾਦ ਵਿੱਚ ਸ਼ਰਧਾਂਜਲੀ ਸਮਾਗਮ ਦੀ ਤਿਆਰੀ ਲਈ ਭਾਰਤੀ ਕਿਸਾਨ ਯੂਨੀਅਨ ਏਕਤਾ ਉਗਰਾਹਾਂ ਵੱਲੋਂ ਮੀਟਿੰਗ ਕੀਤੀ ਗਈ। ਮੀਟਿੰਗ ਵਿੱਚ ਫ਼ੈਸਲਾ ਕੀਤਾ ਗਿਆ ਕਿ ਸਮਾਗਮ ਵਿੱਚ ਵੱਡੀ ਗਿਣਤੀ ਵਿੱਚ ਸਾਹਿਤਕਾਰ, ਕਿਸਾਨ ਅਤੇ ਨੌਜਵਾਨ ਸ਼ਾਮਲ ਹੋਣਗੇ। ਆਗੂਆਂ ਨੇ ਕਿਹਾ ਕਿ ਪਾਤਰ ਸਾਹਿਬ ਦੀ ਕਵਿਤਾ ਨੇ ਪੰਜਾਬੀ ਸਾਹਿਤ ਨੂੰ ਨਵੀਂ ਦਿਸ਼ਾ ਦਿੱਤੀ ਅਤੇ ਸੰਘਰਸ਼ਾਂ ਨੂੰ ਆਵਾਜ਼ ਦਿੱਤੀ। ਇਸ ਮੌਕੇ ਕਈ ਜ਼ਿਲ੍ਹਾ ਆਗੂ ਹਾਜ਼ਰ ਸਨ।	[964, 1113, 1138, 1192]
a2-cutline-1: ਜੇਤੂ ਉਮੀਦਵਾਰ ਨੂੰ ਵਧਾਈ ਦਿੰਦੇ ਹੋਏ ਪੰਥਕ ਆਗੂ।	[898, 297, 1030, 307]
a5-cols	[782, 653, 1138, 713]
a7-photo	[404, 977, 669, 1118]
a2-body-5: ਲੋਕ ਸਭਾ ਹਲਕਾ ਫਰੀਦਕੋਟ ਤੋਂ ਆਜ਼ਾਦ ਉਮੀਦਵਾਰ ਵਜੋਂ ਚੋਣ ਲੜ ਰਹੇ ਭਾਈ ਸਰਬਜੀਤ ਸਿੰਘ ਖਾਲਸਾ ਦੀ ਇਤਿਹਾਸਕ ਜਿੱਤ ਉੱਤੇ ਪੰਥਕ ਜਥੇਬੰਦੀਆਂ ਵੱਲੋਂ ਖੁਸ਼ੀ ਦਾ ਪ੍ਰਗਟਾਵਾ ਕੀਤਾ ਗਿਆ ਹੈ।	[1343, 176, 1431, 234]
a1-body-1: ਸੰਗਰੂਰ, 4 ਜੂਨ (ਨਿੱਜੀ ਪੱਤਰ ਪ੍ਰੇਰਕ) ਲੋਕ ਸਭਾ ਚੋਣਾਂ ਦੇ ਨਤੀਜਿਆਂ ਵਿੱਚ ਆਮ ਆਦਮੀ ਪਾਰਟੀ ਦੇ ਉਮੀਦਵਾਰ ਗੁਰਮੀਤ ਸਿੰਘ ਮੀਤ ਹੇਅਰ ਦੀ ਵੱਡੀ ਜਿੱਤ ਤੋਂ ਬਾਅਦ ਹਲਕਾ ਵਿਧਾਇਕ ਨੇ ਕਿਹਾ ਕਿ ਸੰਗਰੂਰ ਹਲਕੇ ਵਿੱਚ ਝਾੜੂ ਵੈਕਿਊਮ ਕਲੀਨਰ ਦੀ ਤਰ੍ਹਾਂ ਚੱਲਿਆ ਹੈ ਅਤੇ ਵਿਰੋਧੀ ਧਿਰਾਂ ਪੂਰੀ ਤਰ੍ਹਾਂ ਪਸਤ ਹੋ ਗਈਆਂ ਹਨ। ਉਨ੍ਹਾਂ ਕਿਹਾ ਕਿ ਲੋਕਾਂ ਨੇ ਵਿਕਾਸ ਦੇ ਮੁੱਦੇ ਉੱਤੇ ਮੋਹਰ ਲਗਾਈ ਹੈ।	[9, 176, 101, 303]
a14-wrap	[951, 1479, 1503, 1762]
article-9-band: ਕਿਹਾ, ਅਮੀਰਾਂ ਨੂੰ ਛੱਡ ਕੇ ਲੋਕਾਂ ਨੇ ਫ਼ਕੀਰ ਉੱਤੇ ਭਰੋਸਾ ਜਤਾਇਆ	[9, 1262, 470, 1281]
a14-body-1: ਬਠਿੰਡਾ, 4 ਜੂਨ (ਅਨਿਲ ਬਾਂਸਲ) ਸ਼ਹਿਰ ਦੀ ਚਾਰ ਖੰਭਾਂ ਮਾਰਕੀਟ ਨੇੜੇ ਗੰਦੇ ਨਾਲੇ ਵਿੱਚ ਇੱਕ ਆਵਾਰਾ ਗਊ ਡਿੱਗ ਗਈ ਜਿਸ ਨੂੰ ਕੱਢਣ ਲਈ ਕਾਫ਼ੀ ਮੁਸ਼ੱਕਤ ਕਰਨੀ ਪਈ।	[958, 1503, 1135, 1532]
page-number: 8	[9, 17, 43, 50]
a3-photo	[9, 750, 194, 869]
a1-photo-2	[401, 176, 586, 286]
a1-col-1	[9, 176, 101, 453]
article-12-headline: ਹੁਸ਼ਿਆਰਪੁਰ ਲੋਕਸਭਾ ਸੀਟ ਤੇ 'ਆਪ' ਪਾਰਟੀ ਦੇ ਡਾ. ਰਾਜ ਕੁਮਾਰ ਚੱਬੇਵਾਲ ਨੇ ਢਾਹਿਆ ਭਾਜਪਾ ਦਾ ਮਜ਼ਬੂਤ ਕਿਲਾ - ਅਸ਼ੋਕ ਭਾਟੀਆ	[35, 1479, 445, 1521]
a2-photo-col-2	[1078, 176, 1328, 453]
a4-body-4: ਭਾਜਪਾ ਨੇ ਪੰਜਾਬ ਵਿੱਚ ਵੋਟ ਪ੍ਰਤੀਸ਼ਤ ਵਧਾਇਆ ਹੈ ਪਰ ਕੋਈ ਸੀਟ ਨਹੀਂ ਜਿੱਤ ਸਕੀ। ਸਿਆਸੀ ਮਾਹਿਰਾਂ ਦਾ ਕਹਿਣਾ ਹੈ ਕਿ ਕਿਸਾਨ ਅੰਦੋਲਨ ਦਾ ਅਸਰ ਨਤੀਜਿਆਂ ਉੱਤੇ ਸਾਫ਼ ਦਿਖਾਈ ਦਿੱਤਾ ਹੈ।	[546, 535, 653, 614]
a4-body-2: ਵਿਰੋਧੀ ਗਠਜੋੜ ਨੇ ਵੀ ਜ਼ਬਰਦਸਤ ਪ੍ਰਦਰਸ਼ਨ ਕੀਤਾ ਹੈ ਅਤੇ 230 ਸੀਟਾਂ ਦੇ ਨੇੜੇ ਪਹੁੰਚ ਗਿਆ ਹੈ। ਉੱਤਰ ਪ੍ਰਦੇਸ਼ ਵਿੱਚ ਸਮਾਜਵਾਦੀ ਪਾਰਟੀ ਅਤੇ ਕਾਂਗਰਸ ਦੇ ਗਠਜੋੜ ਨੇ ਵੱਡੀ ਸਫਲਤਾ ਹਾਸਲ ਕੀਤੀ ਹੈ ਜੋ ਸਭ ਤੋਂ ਵੱਡਾ ਉਲਟਫੇਰ ਮੰਨਿਆ ਜਾ ਰਿਹਾ ਹੈ।	[316, 535, 423, 614]
a3-body-1: ਬਠਿੰਡਾ, 4 ਜੂਨ (ਅਨਿਲ ਬਾਂਸਲ) ਜ਼ਿਲ੍ਹਾ ਚੋਣ ਅਫ਼ਸਰ-ਕਮ-ਡਿਪਟੀ ਕਮਿਸ਼ਨਰ ਨੇ ਦੱਸਿਆ ਕਿ ਲੋਕ ਸਭਾ ਚੋਣਾਂ 2024 ਦੀ ਵੋਟਾਂ ਦੀ ਗਿਣਤੀ ਦਾ ਕਾਰਜ ਅਮਨ-ਅਮਾਨ ਨਾਲ ਨੇਪਰੇ ਚੜ੍ਹ ਗਿਆ ਹੈ। ਗਿਣਤੀ ਸਵੇਰੇ 8 ਵਜੇ ਸ਼ੁਰੂ ਹੋਈ ਸੀ।	[9, 560, 194, 599]
a2-cutline-2: ਸਿਰੋਪਾਓ ਦੇ ਕੇ ਸਨਮਾਨ ਕਰਦੇ ਹੋਏ ਆਗੂ।	[1078, 297, 1189, 307]
a2-col-2	[797, 176, 890, 453]
brand-tagline: A Leading Punjabi Daily	[1397, 8, 1503, 19]
a4-body-3: ਪੰਜਾਬ ਵਿੱਚ 13 ਸੀਟਾਂ ਦੇ ਨਤੀਜੇ ਮਿਲੇ-ਜੁਲੇ ਰਹੇ ਹਨ। ਕਾਂਗਰਸ ਨੇ ਸੱਤ ਸੀਟਾਂ ਜਿੱਤੀਆਂ ਜਦਕਿ ਆਮ ਆਦਮੀ ਪਾਰਟੀ ਨੇ ਤਿੰਨ ਸੀਟਾਂ ਉੱਤੇ ਕਬਜ਼ਾ ਕੀਤਾ। ਦੋ ਸੀਟਾਂ ਆਜ਼ਾਦ ਉਮੀਦਵਾਰਾਂ ਦੇ ਖਾਤੇ ਵਿੱਚ ਗਈਆਂ ਅਤੇ ਇੱਕ ਸੀਟ ਸ਼੍ਰੋਮਣੀ ਅਕਾਲੀ ਦਲ ਨੇ ਜਿੱਤੀ।	[431, 535, 538, 614]
a7-col-2	[306, 977, 396, 1154]
article-6-headline: ਸਿਹਤ ਵਿਭਾਗ ਦੇ ਪਿੰਡਾਂ ਦੇ ਟੋਭਿਆਂ 'ਚ ਛੱਡੀਆਂ ਗੰਬੂਜੀ ਮੱਛੀਆਂ	[17, 894, 187, 957]
a3-figures-2: ਕੁੱਲ ਪਈਆਂ ਵੋਟਾਂ 1254558, ਜਿਨ੍ਹਾਂ ਵਿੱਚੋਂ ਹਰਸਿਮਰਤ ਕੌਰ ਬਾਦਲ ਨੂੰ 326902, ਜੀਤ ਮਹਿੰਦਰ ਸਿੰਘ ਸਿੱਧੂ ਨੂੰ 277621, ਗੁਰਮੀਤ ਸਿੰਘ ਖੁੱਡੀਆਂ ਨੂੰ 228813, ਪਰਮਪਾਲ ਕੌਰ ਸਿੱਧੂ ਨੂੰ 112562, ਲਕਸ਼ਮਣ ਸਿੰਘ ਨੂੰ 84684 ਵੋਟਾਂ ਪਈਆਂ ਹਨ। ਨੋਟਾ ਨੂੰ 11146, ਅਤੇ ਬਾਕੀ ਉਮੀਦਵਾਰਾਂ ਨੂੰ 1182, 1555, 1627, 2218, 3082, 4188 ਅਤੇ 5484 ਵੋਟਾਂ ਮਿਲੀਆਂ।	[9, 688, 194, 746]
a9-body-3: ਇਸ ਮੌਕੇ ਵੱਡੀ ਗਿਣਤੀ ਵਿੱਚ ਵਰਕਰ ਹਾਜ਼ਰ ਸਨ ਜਿਨ੍ਹਾਂ ਨੇ ਨਾਅਰੇਬਾਜ਼ੀ ਕਰਦਿਆਂ ਜਿੱਤ ਦਾ ਜਸ਼ਨ ਮਨਾਇਆ। ਆਗੂਆਂ ਨੇ ਕਿਹਾ ਕਿ ਵਾਅਦੇ ਪੂਰੇ ਕੀਤੇ ਜਾਣਗੇ।	[321, 1283, 470, 1332]
a4-body-6: ਮਹਾਰਾਸ਼ਟਰ ਵਿੱਚ ਵਿਰੋਧੀ ਗਠਜੋੜ ਨੂੰ ਵੱਡੀ ਬੜ੍ਹਤ ਮਿਲੀ ਹੈ। ਸਿਆਸੀ ਵਿਸ਼ਲੇਸ਼ਕਾਂ ਦਾ ਮੰਨਣਾ ਹੈ ਕਿ ਬੇਰੁਜ਼ਗਾਰੀ ਅਤੇ ਮਹਿੰਗਾਈ ਵੱਡੇ ਮੁੱਦੇ ਰਹੇ। ਹੁਣ ਨਵੀਂ ਸਰਕਾਰ ਦੇ ਗਠਨ ਦੀ ਪ੍ਰਕਿਰਿਆ ਅਗਲੇ ਕੁਝ ਦਿਨਾਂ ਵਿੱਚ ਸ਼ੁਰੂ ਹੋਵੇਗੀ ਅਤੇ 13 ਜੂਨ ਤੱਕ ਸਹੁੰ ਚੁੱਕ ਸਮਾਗਮ ਹੋਣ ਦੀ ਸੰਭਾਵਨਾ ਹੈ।	[202, 616, 767, 635]
a4-wrap	[202, 467, 767, 881]
a11-cutline: ਵਰਕਰਾਂ ਨਾਲ ਜਿੱਤ ਦਾ ਜਸ਼ਨ ਮਨਾਉਂਦੇ ਹੋਏ ਆਗੂ।	[1149, 1420, 1281, 1430]
article-9-headline: ਲੋਕਾਂ ਦੀ ਤਾਕਤ ਨੇ ਹੀ ਡਾ.ਗਾਂਧੀ ਨੂੰ ਸੰਸਦ 'ਚ ਪਹੁੰਚਾਇਆ - ਦੀਪਇੰਦਰ ਵਿੱਲੋਂ	[18, 1216, 462, 1259]
a4-columns	[202, 535, 767, 614]
a14-photo	[1150, 1504, 1503, 1685]
a3-figures-1: ਵੱਖ-ਵੱਖ ਉਮੀਦਵਾਰਾਂ ਨੂੰ ਪਈਆਂ ਵੋਟਾਂ ਇਸ ਪ੍ਰਕਾਰ ਹਨ: 83-ਭੁੱਚੋ, 91-ਭੁੱਚੋ ਮੰਡੀ, 92-ਬਠਿੰਡਾ ਸ਼ਹਿਰੀ, 93-ਬਠਿੰਡਾ ਦਿਹਾਤੀ, 94-ਤਲਵੰਡੀ ਸਾਬੋ, 95-ਮੌੜ, 96-ਮਾਨਸਾ, 97-ਸਰਦੂਲਗੜ੍ਹ ਅਤੇ 98-ਬੁਢਲਾਡਾ।	[9, 646, 194, 684]
a9-body-2: ਉਨ੍ਹਾਂ ਕਿਹਾ ਕਿ ਡਾ. ਗਾਂਧੀ ਨੇ ਹਮੇਸ਼ਾ ਸਾਦਗੀ ਨਾਲ ਸਿਆਸਤ ਕੀਤੀ ਹੈ ਅਤੇ ਲੋਕਾਂ ਦੇ ਮੁੱਦਿਆਂ ਨੂੰ ਚੁੱਕਿਆ ਹੈ। ਹੁਣ ਸੰਸਦ ਵਿੱਚ ਹਲਕੇ ਦੀ ਆਵਾਜ਼ ਮਜ਼ਬੂਤੀ ਨਾਲ ਉਠਾਈ ਜਾਵੇਗੀ ਅਤੇ ਸਿਹਤ ਤੇ ਸਿੱਖਿਆ ਦੇ ਖੇਤਰ ਵਿੱਚ ਕੰਮ ਕੀਤਾ ਜਾਵੇਗਾ।	[165, 1283, 314, 1332]
a7-cutline: ਆਪਣੀ ਪਾਰਟੀ ਤੇ ਸ਼੍ਰੋਮਣੀ ਅਕਾਲੀ ਦਲ ਵਿੱਚ ਦਲ ਬਦਲਣਾ ਹੋਏ ਮੁੱਖ ਚਿਹਰੇ।	[404, 1122, 609, 1131]
a13-cols	[485, 1516, 943, 1727]
a1-body-2: ਹਲਕਾ ਵਿਧਾਇਕ ਨੇ ਪਾਰਟੀ ਵਰਕਰਾਂ ਦਾ ਧੰਨਵਾਦ ਕਰਦਿਆਂ ਕਿਹਾ ਕਿ ਹਰ ਵਰਕਰ ਨੇ ਦਿਨ ਰਾਤ ਇੱਕ ਕਰਕੇ ਮਿਹਨਤ ਕੀਤੀ ਜਿਸ ਦਾ ਨਤੀਜਾ ਅੱਜ ਸਭ ਦੇ ਸਾਹਮਣੇ ਹੈ। ਉਨ੍ਹਾਂ ਕਿਹਾ ਕਿ ਆਉਣ ਵਾਲੇ ਸਮੇਂ ਵਿੱਚ ਵੀ ਪਾਰਟੀ ਇਸੇ ਤਰ੍ਹਾਂ ਲੋਕਾਂ ਦੀ ਸੇਵਾ ਕਰਦੀ ਰਹੇਗੀ।	[116, 176, 200, 263]
a10-body-1: ਬਠਿੰਡਾ, 4 ਜੂਨ (ਅਨਿਲ ਬਾਂਸਲ) ਯੁਵ ਅਕਾਲੀ ਦਲ ਦੇ ਜ਼ਿਲ੍ਹਾ ਪ੍ਰਧਾਨ ਨੇ ਬੀਬੀ ਹਰਸਿਮਰਤ ਕੌਰ ਬਾਦਲ ਨੂੰ ਲਗਾਤਾਰ ਚੌਥੀ ਵਾਰ ਲੋਕ ਸਭਾ ਚੋਣ ਜਿੱਤਣ ਉੱਤੇ ਵਧਾਈ ਦਿੱਤੀ ਹੈ।	[485, 1253, 579, 1312]
a2-body-3: ਪੰਥਕ ਆਗੂਆਂ ਨੇ ਕਿਹਾ ਕਿ ਲੋਕਾਂ ਨੇ ਰਵਾਇਤੀ ਪਾਰਟੀਆਂ ਨੂੰ ਨਕਾਰ ਦਿੱਤਾ ਹੈ ਅਤੇ ਪੰਥਕ ਸੋਚ ਨੂੰ ਮਜ਼ਬੂਤੀ ਦਿੱਤੀ ਹੈ। ਇਸ ਮੌਕੇ ਵੱਡੀ ਗਿਣਤੀ ਵਿੱਚ ਸੰਗਤਾਂ ਹਾਜ਼ਰ ਸਨ।	[898, 310, 1070, 338]
a12-photo-col	[9, 1546, 293, 1740]
a2-photo-col-1	[898, 176, 1070, 453]
article-3-band: ਬਠਿੰਡਾ ਲੋਕ ਸਭਾ ਹਲਕੇ ਤੋਂ ਸ਼੍ਰੋਮਣੀ ਅਕਾਲੀ ਦਲ ਦਾ ਉਮੀਦਵਾਰ ਜੇਤੂ ਰਿਹਾ	[9, 532, 194, 557]
a10-photo	[586, 1253, 842, 1411]
a1-photo-1	[208, 176, 393, 286]
a2-body-2: ਗੁਰਦੀਪ ਸਿੰਘ ਬਠਿੰਡਾ ਨੇ ਕਿਹਾ ਕਿ ਇਹ ਜਿੱਤ ਪੰਥ ਦੀ ਜਿੱਤ ਹੈ ਅਤੇ ਸਿੱਖ ਕੌਮ ਨੇ ਆਪਣੇ ਹੱਕਾਂ ਲਈ ਵੋਟ ਪਾਈ ਹੈ। ਉਨ੍ਹਾਂ ਕਿਹਾ ਕਿ ਅਗਲਾ ਨਿਸ਼ਾਨਾ ਸ਼੍ਰੋਮਣੀ ਕਮੇਟੀ ਦੀਆਂ ਚੋਣਾਂ ਹਨ।	[804, 176, 890, 244]
a7-body-2: ਕਈ ਵੱਡੇ ਚਿਹਰੇ ਜੋ ਚੋਣਾਂ ਤੋਂ ਕੁਝ ਹਫ਼ਤੇ ਪਹਿਲਾਂ ਹੀ ਪਾਰਟੀ ਬਦਲ ਕੇ ਮੈਦਾਨ ਵਿੱਚ ਉਤਰੇ ਸਨ, ਉਨ੍ਹਾਂ ਨੂੰ ਭਾਰੀ ਹਾਰ ਦਾ ਸਾਹਮਣਾ ਕਰਨਾ ਪਿਆ। ਸਿਆਸੀ ਮਾਹਿਰਾਂ ਦਾ ਕਹਿਣਾ ਹੈ ਕਿ ਲੋਕ ਹੁਣ ਸਿਰਫ਼ ਵਿਕਾਸ ਦੇ ਮੁੱਦੇ ਉੱਤੇ ਵੋਟ ਪਾ ਰਹੇ ਹਨ।	[314, 977, 397, 1055]
a7-dateline: ਬਠਿੰਡਾ 4 ਜੂਨ (ਅਨਿਲ ਬਾਂਸਲ)	[209, 977, 292, 986]
top-headline-row	[9, 65, 1503, 169]
a10-photo-col	[586, 1253, 842, 1423]
a14-cutline: ਨਾਲੇ ਵਿੱਚੋਂ ਗਊ ਨੂੰ ਬਾਹਰ ਕੱਢਦੇ ਹੋਏ ਸਮਾਜ ਸੇਵੀ।	[1149, 1687, 1280, 1697]
a7-wrap	[202, 895, 767, 1204]
a11-cols	[958, 1283, 1503, 1453]
a9-photo	[9, 1335, 470, 1453]
a1-col-2	[109, 176, 200, 453]
a13-photo	[485, 1516, 767, 1682]
a10-cols	[485, 1253, 943, 1423]
a2-photo-1	[898, 176, 1070, 294]
a7-body-1: ਲੋਕ ਸਭਾ ਚੋਣਾਂ ਵਿੱਚ ਦਲ ਬਦਲ ਕੇ ਚੋਣ ਲੜਨ ਵਾਲੇ ਜ਼ਿਆਦਾਤਰ ਆਗੂਆਂ ਨੂੰ ਹਾਰ ਦਾ ਮੂੰਹ ਦੇਖਣਾ ਪਿਆ ਹੈ। ਵੋਟਰਾਂ ਨੇ ਸਾਫ਼ ਸੰਦੇਸ਼ ਦਿੱਤਾ ਹੈ ਕਿ ਮੌਕਾਪ੍ਰਸਤ ਸਿਆਸਤ ਨੂੰ ਸਵੀਕਾਰ ਨਹੀਂ ਕੀਤਾ ਜਾਵੇਗਾ।	[209, 989, 299, 1058]
a8-cols	[782, 1113, 1138, 1192]
a10-cutline: ਜਿੱਤ ਦੀ ਖੁਸ਼ੀ ਮਨਾਉਂਦੇ ਹੋਏ ਯੁਵ ਅਕਾਲੀ ਦਲ ਦੇ ਵਰਕਰ ਅਤੇ ਆਗੂ।	[586, 1414, 767, 1423]
article-2-head-wrap	[763, 65, 1503, 169]
a4-body-1: ਨਵੀਂ ਦਿੱਲੀ, 4 ਜੂਨ (ਏਜੰਸੀ) ਲੋਕ ਸਭਾ ਚੋਣਾਂ ਦੇ ਨਤੀਜੇ ਆ ਗਏ ਹਨ ਅਤੇ ਭਾਜਪਾ ਦੀ ਅਗਵਾਈ ਵਾਲਾ ਐਨਡੀਏ ਗਠਜੋੜ ਬਹੁਮਤ ਦੇ ਨੇੜੇ ਪਹੁੰਚ ਗਿਆ ਹੈ, ਪਰ ਭਾਜਪਾ ਇਕੱਲੀ 272 ਦਾ ਅੰਕੜਾ ਛੂਹ ਨਹੀਂ ਸਕੀ। ਇਸ ਵਾਰ ਸਰਕਾਰ ਸਹਿਯੋਗੀ ਪਾਰਟੀਆਂ ਦੇ ਸਹਾਰੇ ਹੀ ਬਣੇਗੀ।	[202, 534, 309, 612]
a2-col-1	[697, 176, 789, 453]
a1-col-5	[594, 176, 689, 453]
a2-photo-2	[1078, 176, 1328, 294]
a4-body-5: ਦੱਖਣੀ ਭਾਰਤ ਵਿੱਚ ਵੀ ਤਸਵੀਰ ਬਦਲੀ ਹੈ। ਤੇਲੰਗਾਨਾ ਅਤੇ ਕਰਨਾਟਕ ਵਿੱਚ ਕਾਂਗਰਸ ਨੇ ਬਿਹਤਰ ਪ੍ਰਦਰਸ਼ਨ ਕੀਤਾ ਜਦਕਿ ਆਂਧਰਾ ਪ੍ਰਦੇਸ਼ ਵਿੱਚ ਟੀਡੀਪੀ ਨੇ ਵਾਪਸੀ ਕੀਤੀ ਹੈ। ਬਿਹਾਰ ਵਿੱਚ ਜੇਡੀਯੂ ਨੇ ਚੰਗਾ ਪ੍ਰਦਰਸ਼ਨ ਕੀਤਾ।	[660, 535, 767, 614]
a6-cutline: ਟੋਭੇ ਵਿੱਚ ਗੰਬੂਜੀਆ ਮੱਛੀਆਂ ਛੱਡਦੇ ਹੋਏ ਸਿਹਤ ਕਰਮਚਾਰੀ।	[9, 1089, 166, 1099]
